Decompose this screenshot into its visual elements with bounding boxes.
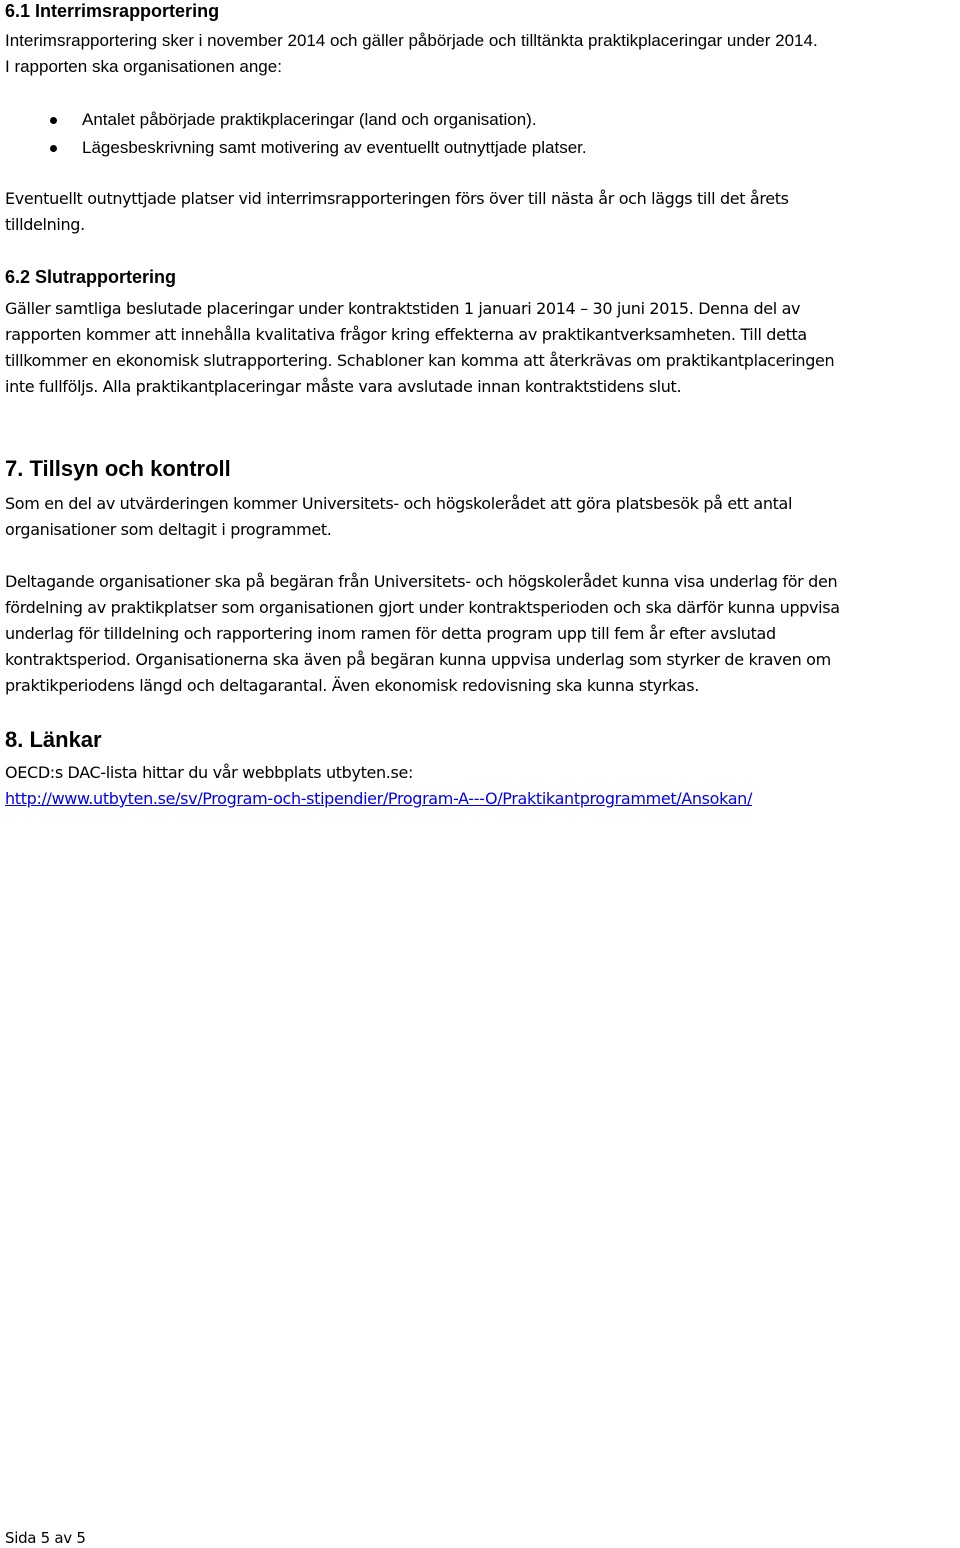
paragraph-line: organisationer som deltagit i programmet. <box>5 520 332 539</box>
link-line <box>5 786 955 812</box>
section-6-1 <box>5 0 955 238</box>
list-item-text: Lägesbeskrivning samt motivering av eventuellt outnyttjade platser. <box>82 138 587 157</box>
section-8 <box>5 725 955 812</box>
document-page <box>5 0 955 812</box>
paragraph <box>5 491 955 543</box>
list-item <box>5 106 955 134</box>
heading-7: 7. Tillsyn och kontroll <box>5 456 231 481</box>
list-item <box>5 134 955 162</box>
paragraph <box>5 296 955 400</box>
paragraph-line: tillkommer en ekonomisk slutrapportering. Schabloner kan komma att återkrävas om praktikantplaceringen <box>5 351 835 370</box>
bullet-icon <box>50 117 57 124</box>
section-7 <box>5 454 955 699</box>
bullet-icon <box>50 145 57 152</box>
paragraph-line: I rapporten ska organisationen ange: <box>5 57 282 76</box>
paragraph <box>5 760 955 812</box>
paragraph-line: Eventuellt outnyttjade platser vid interrimsrapporteringen förs över till nästa år och läggs till det årets <box>5 189 789 208</box>
utbyten-link[interactable]: http://www.utbyten.se/sv/Program-och-stipendier/Program-A---O/Praktikantprogrammet/Ansokan/ <box>5 789 753 808</box>
heading-6-1: 6.1 Interrimsrapportering <box>5 1 220 21</box>
paragraph-line: underlag för tilldelning och rapportering inom ramen för detta program upp till fem år efter avslutad <box>5 624 776 643</box>
section-6-2 <box>5 264 955 400</box>
list-item-text: Antalet påbörjade praktikplaceringar (land och organisation). <box>82 110 537 129</box>
paragraph <box>5 569 955 699</box>
page-number: Sida 5 av 5 <box>5 1529 86 1547</box>
paragraph-line: Gäller samtliga beslutade placeringar under kontraktstiden 1 januari 2014 – 30 juni 2015. Denna del av <box>5 299 801 318</box>
paragraph-line: inte fullföljs. Alla praktikantplaceringar måste vara avslutade innan kontraktstidens slut. <box>5 377 682 396</box>
paragraph-line: Interimsrapportering sker i november 2014 och gäller påbörjade och tilltänkta praktikplaceringar under 2014. <box>5 31 818 50</box>
paragraph-line: fördelning av praktikplatser som organisationen gjort under kontraktsperioden och ska därför kunna uppvisa <box>5 598 840 617</box>
paragraph-line: tilldelning. <box>5 215 85 234</box>
paragraph-line: kontraktsperiod. Organisationerna ska även på begäran kunna uppvisa underlag som styrker de kraven om <box>5 650 831 669</box>
paragraph-line: Deltagande organisationer ska på begäran från Universitets- och högskolerådet kunna visa underlag för den <box>5 572 838 591</box>
bullet-list <box>5 106 955 162</box>
paragraph-line: rapporten kommer att innehålla kvalitativa frågor kring effekterna av praktikantverksamheten. Till detta <box>5 325 807 344</box>
heading-8: 8. Länkar <box>5 727 102 752</box>
paragraph-line: Som en del av utvärderingen kommer Universitets- och högskolerådet att göra platsbesök på ett antal <box>5 494 793 513</box>
paragraph-line: praktikperiodens längd och deltagarantal. Även ekonomisk redovisning ska kunna styrkas. <box>5 676 699 695</box>
heading-6-2: 6.2 Slutrapportering <box>5 267 177 287</box>
paragraph-line: OECD:s DAC-lista hittar du vår webbplats utbyten.se: <box>5 763 414 782</box>
